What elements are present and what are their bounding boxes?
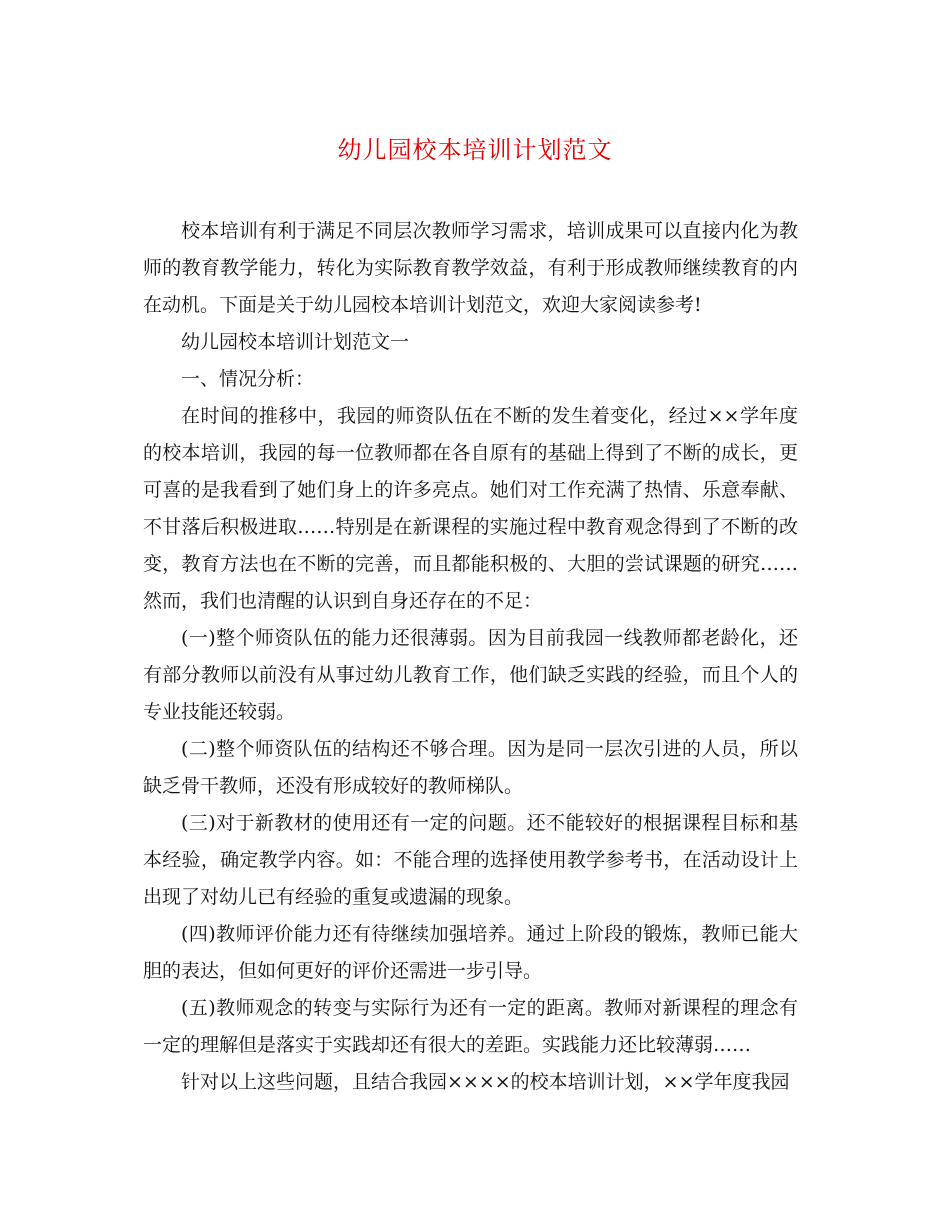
paragraph-conclusion: 针对以上这些问题，且结合我园××××的校本培训计划，××学年度我园 (181, 1071, 790, 1093)
paragraph-point-1: (一)整个师资队伍的能力还很薄弱。因为目前我园一线教师都老龄化，还有部分教师以前没有从事过幼儿教育工作，他们缺乏实践的经验，而且个人的专业技能还较弱。 (143, 627, 798, 723)
document-body (143, 213, 798, 1101)
paragraph-intro: 校本培训有利于满足不同层次教师学习需求，培训成果可以直接内化为教师的教育教学能力，转化为实际教育教学效益，有利于形成教师继续教育的内在动机。下面是关于幼儿园校本培训计划范文，欢迎大家阅读参考! (143, 220, 798, 316)
document-title: 幼儿园校本培训计划范文 (337, 136, 613, 164)
paragraph-point-3: (三)对于新教材的使用还有一定的问题。还不能较好的根据课程目标和基本经验，确定教学内容。如：不能合理的选择使用教学参考书，在活动设计上出现了对幼儿已有经验的重复或遗漏的现象。 (143, 812, 798, 908)
paragraph-situation: 在时间的推移中，我园的师资队伍在不断的发生着变化，经过××学年度的校本培训，我园的每一位教师都在各自原有的基础上得到了不断的成长，更可喜的是我看到了她们身上的许多亮点。她们对工作充满了热情、乐意奉献、不甘落后积极进取……特别是在新课程的实施过程中教育观念得到了不断的改变，教育方法也在不断的完善，而且都能积极的、大胆的尝试课题的研究……然而，我们也清醒的认识到自身还存在的不足： (143, 405, 798, 612)
paragraph-point-5: (五)教师观念的转变与实际行为还有一定的距离。教师对新课程的理念有一定的理解但是落实于实践却还有很大的差距。实践能力还比较薄弱…… (143, 997, 798, 1056)
paragraph-point-4: (四)教师评价能力还有待继续加强培养。通过上阶段的锻炼，教师已能大胆的表达，但如何更好的评价还需进一步引导。 (143, 923, 798, 982)
paragraph-point-2: (二)整个师资队伍的结构还不够合理。因为是同一层次引进的人员，所以缺乏骨干教师，还没有形成较好的教师梯队。 (143, 738, 798, 797)
paragraph-subtitle: 幼儿园校本培训计划范文一 (181, 331, 410, 353)
section-heading-situation-analysis: 一、情况分析： (181, 368, 315, 390)
